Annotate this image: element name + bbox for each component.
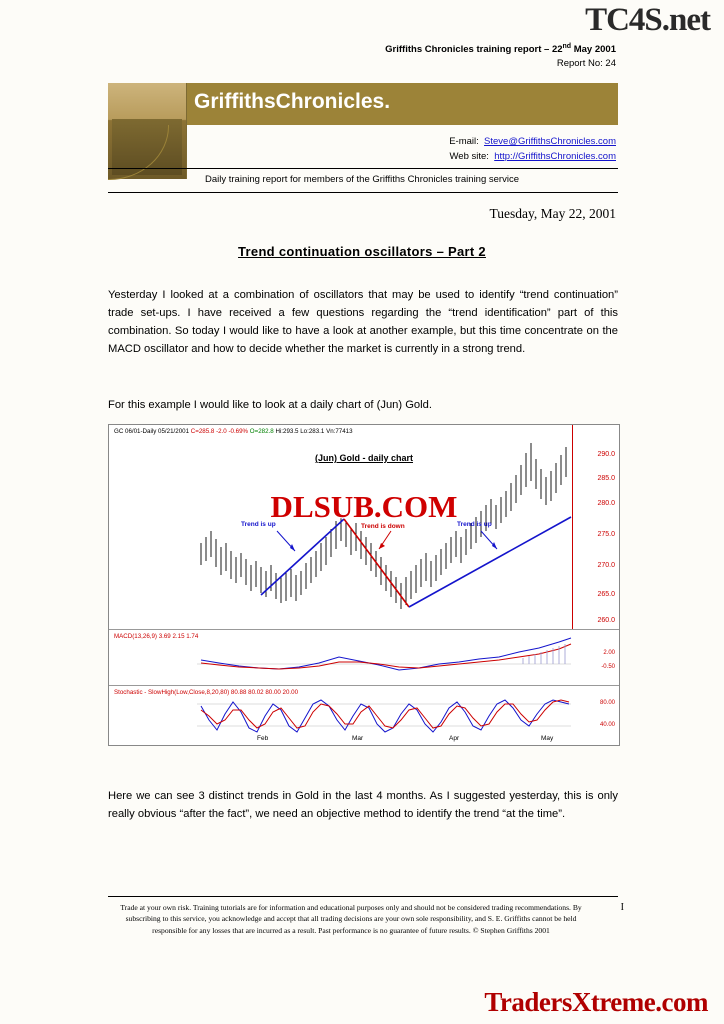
quote-symbol: GC 06/01-Daily [114,428,157,435]
email-link[interactable]: Steve@GriffithsChronicles.com [484,136,616,147]
watermark-bottom: TradersXtreme.com [484,987,708,1017]
uptrend-line-1 [261,519,344,595]
xlabel-feb: Feb [257,735,269,742]
divider-bottom [108,192,618,193]
price-axis [572,425,619,629]
xlabel-may: May [541,735,554,742]
price-pane [109,425,619,629]
watermark-top: TC4S.net [585,2,710,38]
brand-logo-text: GriffithsChronicles. [194,90,391,113]
price-tick-270: 270.0 [597,562,615,569]
macd-tick-neg05: -0.50 [601,664,615,670]
quote-open: O=282.8 [249,428,274,435]
stochastic-pane [109,685,619,746]
quote-low: Lo:283.1 [300,428,325,435]
quote-close: C=285.8 [190,428,215,435]
price-tick-265: 265.0 [597,591,615,598]
header-line1-tail: May 2001 [571,44,616,56]
header-line1: Griffiths Chronicles training report – 22 [385,44,563,56]
contact-block [449,135,616,164]
header-line1-sup: nd [562,43,572,50]
gold-daily-chart [108,424,620,746]
watermark-chart: DLSUB.COM [270,489,458,524]
email-label: E-mail: [449,136,479,147]
price-tick-290: 290.0 [597,451,615,458]
chart-x-axis [109,735,619,745]
quote-high: Hi:293.5 [275,428,299,435]
chart-title: (Jun) Gold - daily chart [314,453,413,463]
uptrend-line-2 [409,517,571,607]
stochastic-tick-80: 80.00 [599,700,615,706]
stochastic-label-text: Stochastic - SlowHigh(Low,Close,8,20,80) 80.88 80.02 80.00 20.00 [114,689,299,696]
price-tick-275: 275.0 [597,531,615,538]
price-tick-280: 280.0 [597,500,615,507]
xlabel-mar: Mar [352,735,364,742]
price-tick-285: 285.0 [597,475,615,482]
price-tick-260: 260.0 [597,617,615,624]
annotation-trend-down: Trend is down [361,523,405,530]
header-report-no: Report No: 24 [556,58,616,70]
website-label: Web site: [449,150,489,162]
paragraph-3: Here we can see 3 distinct trends in Gold in the last 4 months. As I suggested yesterday, this is only really obvious “after the fact”, we need an objective method to identify the trend “at the time”. [108,790,618,821]
stochastic-label [114,689,298,696]
xlabel-apr: Apr [449,735,460,742]
service-subtitle: Daily training report for members of the Griffiths Chronicles training service [205,174,519,185]
paragraph-2: For this example I would like to look at a daily chart of (Jun) Gold. [108,399,432,411]
page-number: I [620,902,624,913]
footer-divider [108,896,618,897]
divider-top [108,168,618,169]
quote-change: -2.0 -0.69% [216,428,249,435]
paragraph-1: Yesterday I looked at a combination of oscillators that may be used to identify “trend continuation” trade set-ups. I have received a few questions regarding the “trend identification” part of this combination. So today I would like to have a look at another example, but this time concentrate on the MACD oscillator and how to decide whether the market is currently in a strong trend. [108,289,618,356]
document-header [385,42,616,72]
footer-disclaimer: Trade at your own risk. Training tutorials are for information and educational purposes only and should not be considered trading recommendations. By subscribing to this service, you acknowledge and accept that all trading decisions are your own sole responsibility, and S. E. Griffiths cannot be held responsible for any losses that are incurred as a result. Past performance is no guarantee of future results. © Stephen Griffiths 2001 [120,903,582,935]
stochastic-tick-40: 40.00 [599,722,615,728]
brand-figures-icon [114,89,180,119]
quote-date: 05/21/2001 [158,428,190,435]
macd-tick-2: 2.00 [603,650,615,656]
annotation-trend-up-1: Trend is up [241,521,276,528]
downtrend-line [344,519,409,607]
quote-volume: Vn:77413 [326,428,353,435]
annotation-trend-up-2: Trend is up [457,521,492,528]
website-link[interactable]: http://GriffithsChronicles.com [494,150,616,162]
macd-pane [109,629,619,686]
report-date: Tuesday, May 22, 2001 [489,206,616,221]
macd-label: MACD(13,26,9) 3.69 2.15 1.74 [114,633,199,640]
article-title: Trend continuation oscillators – Part 2 [238,244,486,259]
